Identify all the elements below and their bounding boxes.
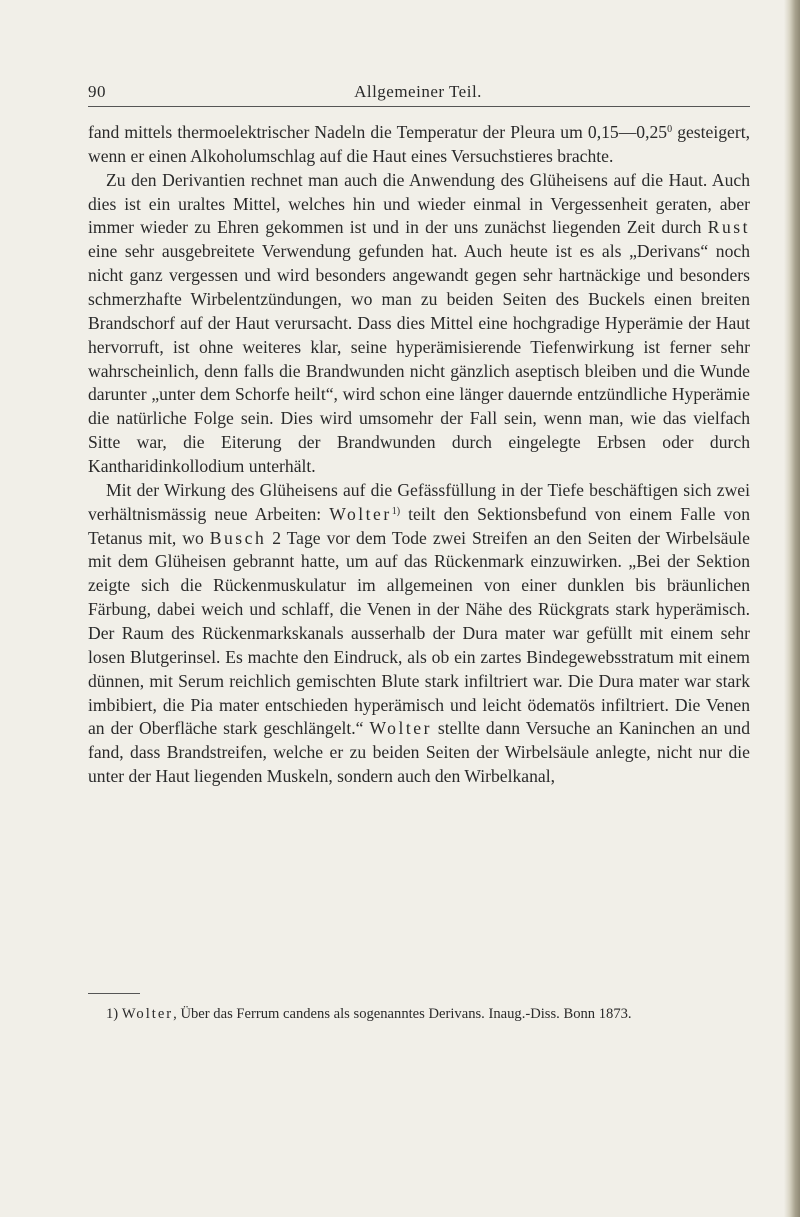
text-run: Mit der Wirkung des Glüheisens auf die Gefässfüllung in der Tiefe beschäftigen sich zwei verhältnismässig neue Arbeiten: (88, 479, 750, 524)
author-name: Rust (707, 217, 750, 238)
author-name: Wolter (329, 503, 392, 524)
page-header (88, 82, 748, 108)
paragraph (88, 479, 750, 789)
text-run: Zu den Derivantien rechnet man auch die Anwendung des Glüheisens auf die Haut. Auch dies ist ein uraltes Mittel, welches hin und wieder einmal in Vergessenheit geraten, aber immer wieder zu Ehren gekommen ist und in der uns zunächst liegenden Zeit durch (88, 169, 750, 238)
paragraph (88, 121, 750, 169)
text-run: gesteigert, wenn er einen Alkoholumschlag auf die Haut eines Versuchstieres brachte. (88, 122, 750, 166)
body-text (88, 121, 750, 789)
text-run: 2 Tage vor dem Tode zwei Streifen an den Seiten der Wirbelsäule mit dem Glüheisen gebrannt hatte, um auf das Rückenmark einzuwirken. „Bei der Sektion zeigte sich die Rückenmuskulatur im allgemeinen von einer dunklen bis bräunlichen Färbung, dabei weich und schlaff, die Venen in der Nähe des Rückgrats stark hyperämisch. Der Raum des Rückenmarkskanals ausserhalb der Dura mater war gefüllt mit einem sehr losen Blutgerinsel. Es machte den Eindruck, als ob ein zartes Bindegewebsstratum mit einem dünnen, mit Serum reichlich gemischten Blute stark infiltriert war. Die Dura mater war stark imbibiert, die Pia mater entschieden hyperämisch und leicht ödematös infiltriert. Die Venen an der Oberfläche stark geschlängelt.“ (88, 527, 750, 739)
running-title: Allgemeiner Teil. (354, 82, 482, 101)
author-name: Wolter (121, 1006, 174, 1022)
footnote-rule (88, 993, 140, 994)
footnote-reference: 1) (391, 505, 401, 517)
text-run: teilt den Sektionsbefund von einem Falle von Tetanus mit, wo (88, 503, 750, 548)
text-run: fand mittels thermoelektrischer Nadeln die Temperatur der Pleura um 0,15—0,25 (88, 122, 668, 142)
page-number: 90 (88, 82, 106, 101)
text-run: stellte dann Versuche an Kaninchen an und fand, dass Brandstreifen, welche er zu beiden Seiten der Wirbelsäule anlegte, nicht nur die unter der Haut liegenden Muskeln, sondern auch den Wirbelkanal, (88, 718, 751, 787)
header-rule (88, 106, 750, 107)
footnote (88, 1005, 750, 1024)
text-run: 1) (106, 1006, 122, 1022)
text-run: eine sehr ausgebreitete Verwendung gefunden hat. Auch heute ist es als „Derivans“ noch nicht ganz vergessen und wird besonders angewandt gegen sehr hartnäckige und besonders schmerzhafte Wirbelentzündungen, wo man zu beiden Seiten des Buckels einen breiten Brandschorf auf der Haut verursacht. Dass dies Mittel eine hochgradige Hyperämie der Haut hervorruft, ist ohne weiteres klar, seine hyperämisierende Tiefenwirkung ist ferner sehr wahrscheinlich, denn falls die Brandwunden nicht gänzlich aseptisch bleiben und die Wunde darunter „unter dem Schorfe heilt“, wird schon eine länger dauernde entzündliche Hyperämie die natürliche Folge sein. Dies wird umsomehr der Fall sein, wenn man, wie das vielfach Sitte war, die Eiterung der Brandwunden durch eingelegte Erbsen oder durch Kantharidinkollodium unterhält. (88, 241, 750, 477)
footnotes (88, 1005, 750, 1024)
text-run: , Über das Ferrum candens als sogenanntes Derivans. Inaug.-Diss. Bonn 1873. (173, 1006, 632, 1022)
author-name: Busch (209, 527, 267, 548)
page-edge (784, 0, 800, 1217)
paragraph (88, 169, 750, 479)
author-name: Wolter (369, 718, 432, 739)
footnote-reference: 0 (667, 124, 673, 135)
